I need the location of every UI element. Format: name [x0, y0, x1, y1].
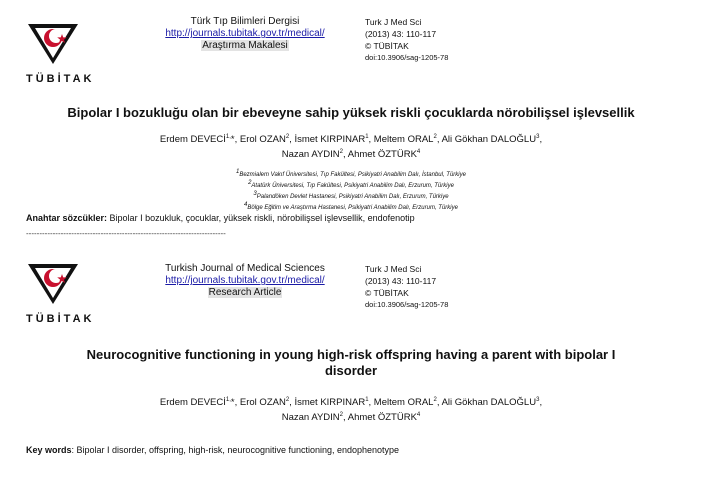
affiliation-item: $^3$Palandöken Devlet Hastanesi, Psikiyatri Anabilim Dalı, Erzurum, Türkiye: [253, 191, 449, 200]
keywords-text: Bipolar I bozukluk, çocuklar, yüksek riskli, nörobilişsel işlevsellik, endofenotip: [109, 213, 415, 223]
keywords-label: Key words: [26, 445, 72, 455]
article-type: Araştırma Makalesi: [202, 40, 288, 51]
keywords-label: Anahtar sözcükler:: [26, 213, 108, 223]
author-list-en: Erdem $DEVECİ^{1,}*$, Erol OZAN$^2$, İsmet KIRPINAR$^1$, Meltem ORAL$^2$, Ali Gökhan DALOĞLU$^3$, Nazan AYDIN$^2$, Ahmet ÖZTÜRK$^4$: [159, 397, 543, 424]
journal-link[interactable]: http://journals.tubitak.gov.tr/medical/: [165, 275, 325, 286]
tubitak-logo-top: [26, 14, 95, 85]
journal-name: Turkish Journal of Medical Sciences: [165, 263, 325, 274]
section-divider: ---------------------------------------------------------------------------: [26, 229, 226, 238]
journal-info-en: [150, 263, 340, 299]
meta-doi: doi:10.3906/sag-1205-78: [365, 53, 449, 62]
citation-meta-en: [365, 263, 448, 311]
article-title-tr: Bipolar I bozukluğu olan bir ebeveyne sahip yüksek riskli çocuklarda nörobilişsel işlevsellik: [67, 105, 635, 120]
tubitak-emblem-icon: [26, 254, 80, 308]
citation-meta-tr: [365, 16, 448, 64]
logo-wordmark: TÜBİTAK: [26, 313, 95, 325]
meta-doi: doi:10.3906/sag-1205-78: [365, 300, 449, 309]
meta-volume: (2013) 43: 110-117: [365, 29, 437, 39]
article-title-en: Neurocognitive functioning in young high-risk offspring having a parent with bipolar I disorder: [86, 347, 616, 378]
keywords-text: : Bipolar I disorder, offspring, high-risk, neurocognitive functioning, endophenotype: [71, 445, 400, 455]
keywords-tr: [26, 212, 415, 224]
journal-link[interactable]: http://journals.tubitak.gov.tr/medical/: [165, 28, 325, 39]
article-type: Research Article: [208, 287, 282, 298]
tubitak-emblem-icon: [26, 14, 80, 68]
meta-volume: (2013) 43: 110-117: [365, 276, 437, 286]
keywords-en: [26, 444, 399, 456]
meta-journal: Turk J Med Sci: [365, 17, 422, 27]
affiliation-item: $^2$Atatürk Üniversitesi, Tıp Fakültesi, Psikiyatri Anabilim Dalı, Erzurum, Türkiye: [248, 180, 454, 189]
journal-name: Türk Tıp Bilimleri Dergisi: [190, 16, 300, 27]
meta-journal: Turk J Med Sci: [365, 264, 422, 274]
affiliations-tr: [0, 168, 702, 212]
author-list-tr: Erdem $DEVECİ^{1,}*$, Erol OZAN$^2$, İsmet KIRPINAR$^1$, Meltem ORAL$^2$, Ali Gökhan DALOĞLU$^3$, Nazan AYDIN$^2$, Ahmet ÖZTÜRK$^4$: [159, 134, 543, 161]
journal-info-tr: [150, 16, 340, 52]
tubitak-logo-bottom: [26, 254, 95, 325]
logo-wordmark: TÜBİTAK: [26, 73, 95, 85]
meta-copyright: © TÜBİTAK: [365, 288, 409, 298]
meta-copyright: © TÜBİTAK: [365, 41, 409, 51]
affiliation-item: $^4$Bölge Eğitim ve Araştırma Hastanesi, Psikiyatri Anabilim Dalı, Erzurum, Türkiye: [244, 202, 458, 211]
affiliation-item: $^1$Bezmialem Vakıf Üniversitesi, Tıp Fakültesi, Psikiyatri Anabilim Dalı, İstanbul, Türkiye: [236, 169, 466, 178]
